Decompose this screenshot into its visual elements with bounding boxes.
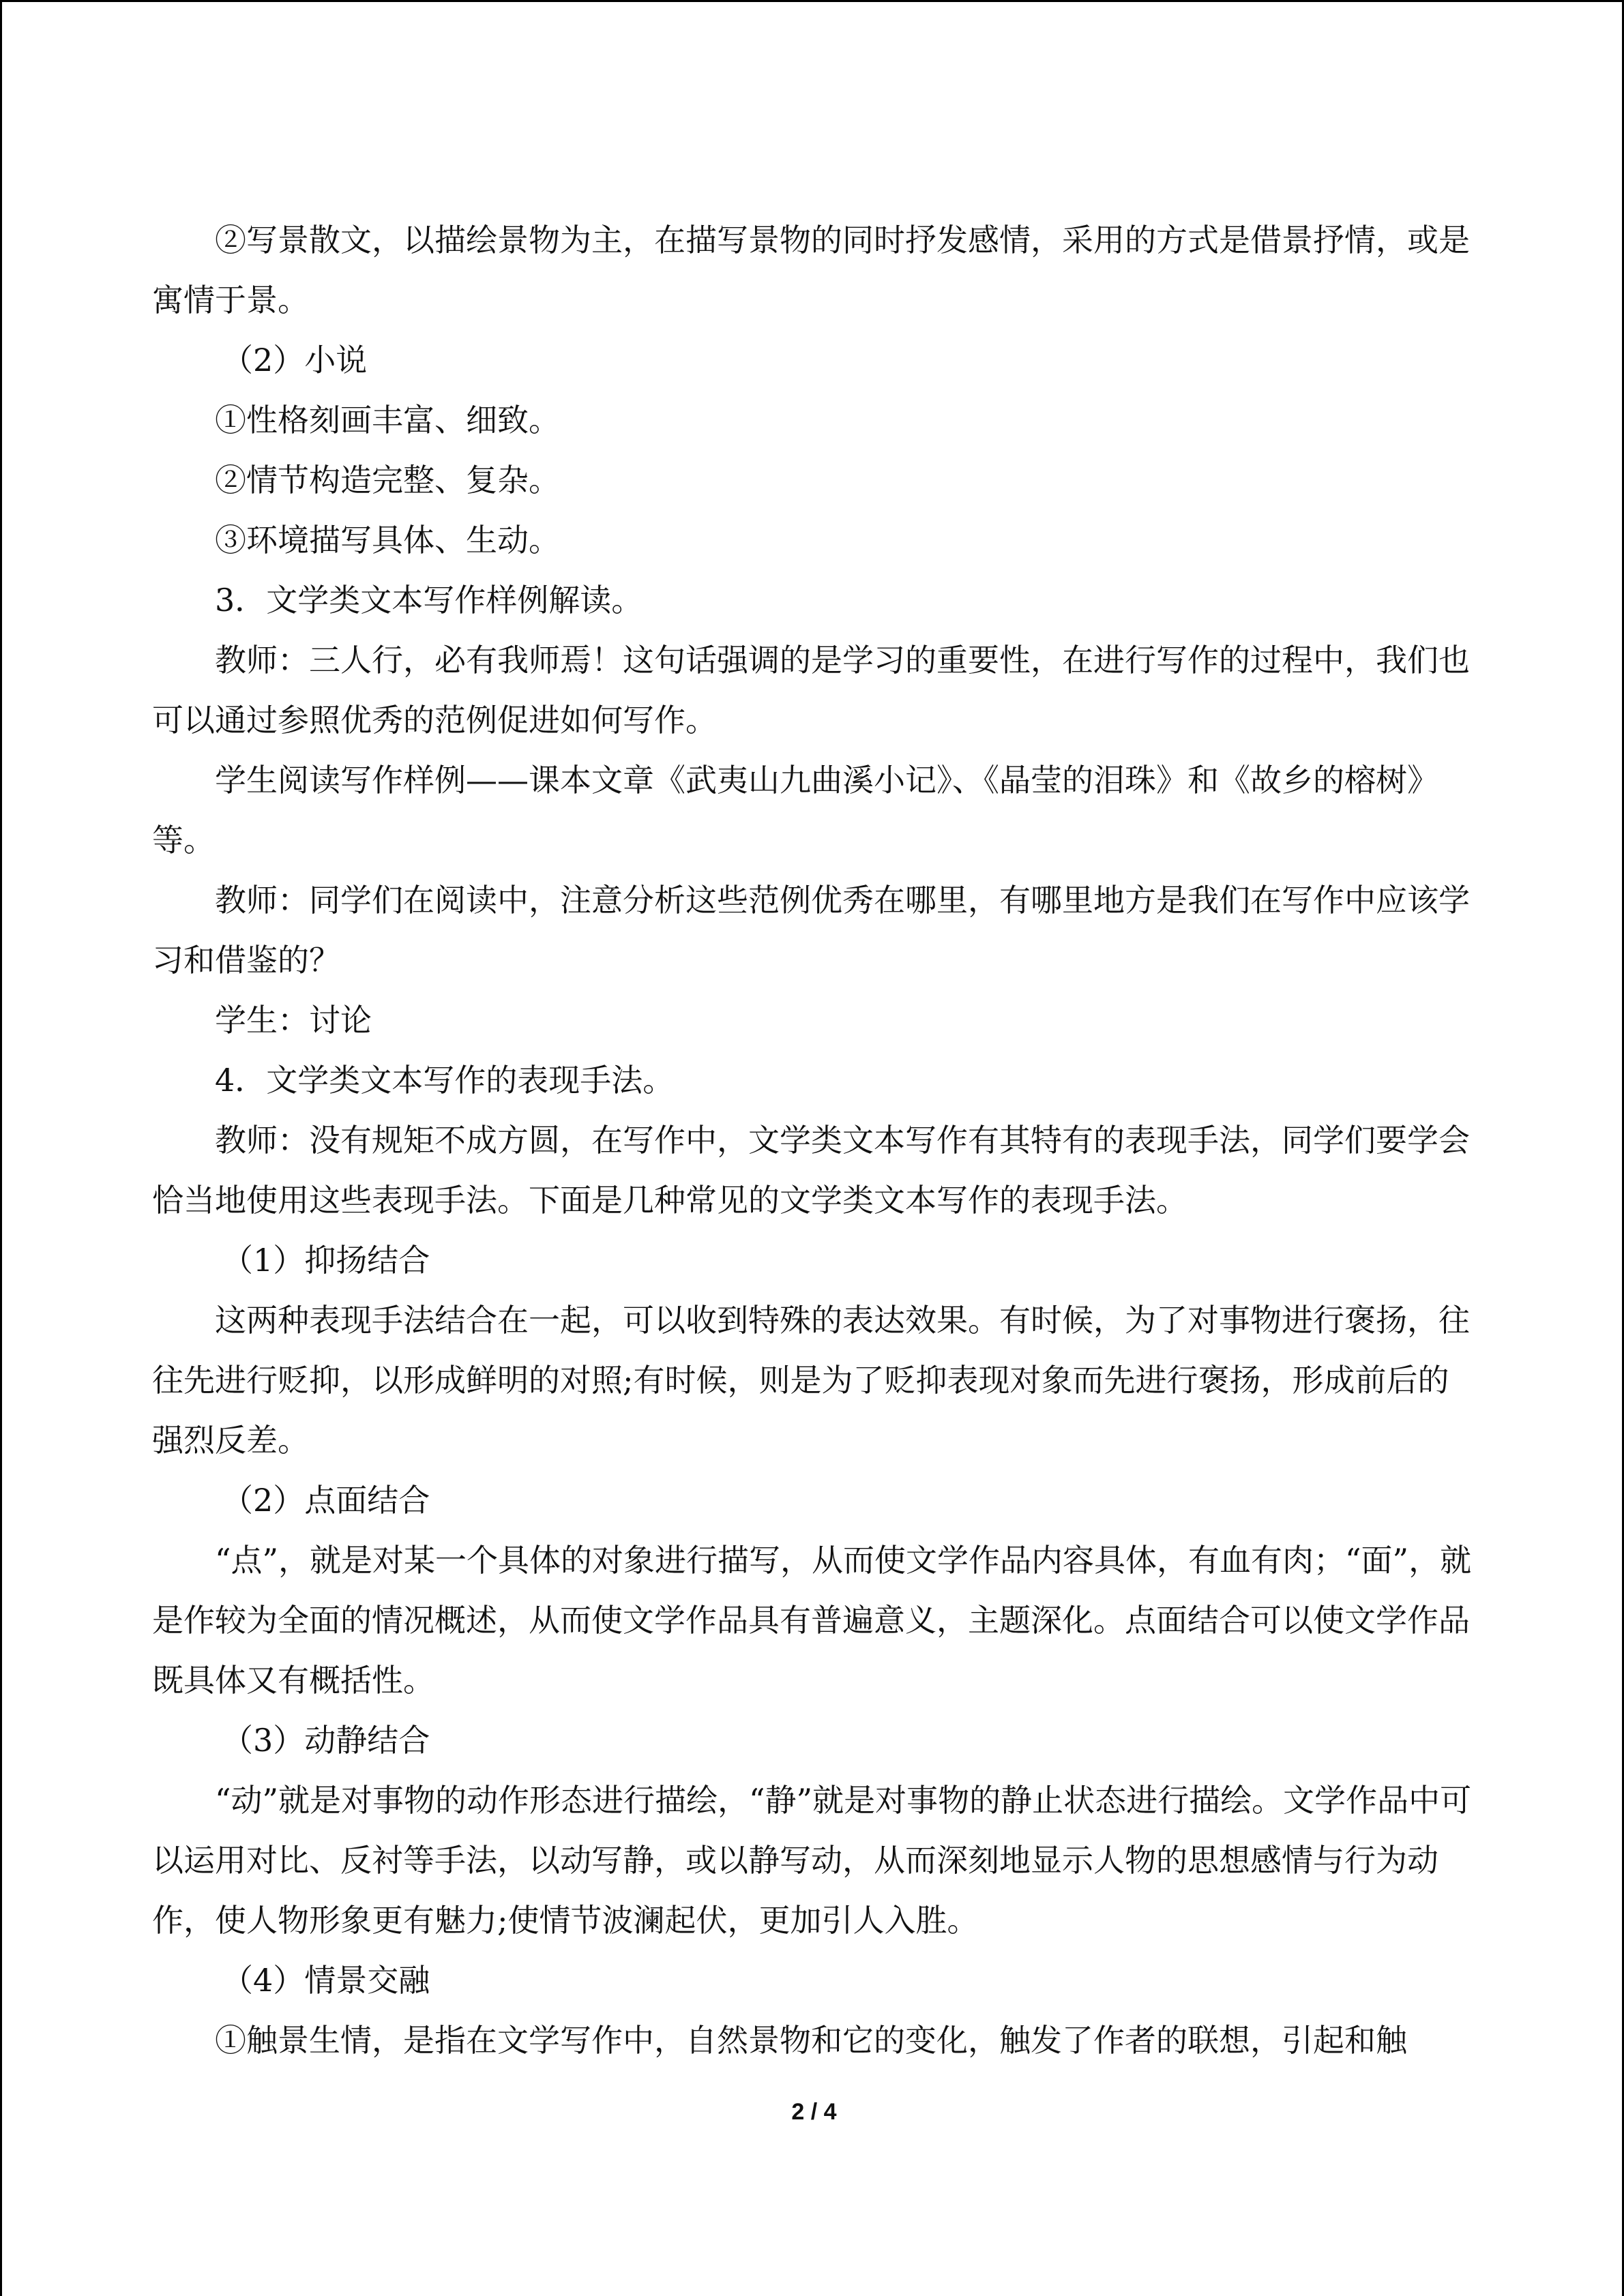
paragraph: 教师：三人行，必有我师焉！这句话强调的是学习的重要性，在进行写作的过程中，我们也可以通过参照优秀的范例促进如何写作。 (152, 642, 1470, 739)
paragraph: 教师：同学们在阅读中，注意分析这些范例优秀在哪里，有哪里地方是我们在写作中应该学习和借鉴的？ (152, 882, 1470, 979)
paragraph: 教师：没有规矩不成方圆，在写作中，文学类文本写作有其特有的表现手法，同学们要学会恰当地使用这些表现手法。下面是几种常见的文学类文本写作的表现手法。 (152, 1122, 1470, 1219)
list-item: ②情节构造完整、复杂。 (215, 462, 560, 498)
section-heading: 4．文学类文本写作的表现手法。 (215, 1062, 675, 1099)
paragraph: ②写景散文，以描绘景物为主，在描写景物的同时抒发感情，采用的方式是借景抒情，或是寓情于景。 (152, 222, 1470, 318)
section-heading: （2）点面结合 (222, 1482, 430, 1519)
paragraph: “点”，就是对某一个具体的对象进行描写，从而使文学作品内容具体，有血有肉；“面”，就是作较为全面的情况概述，从而使文学作品具有普遍意义，主题深化。点面结合可以使文学作品既具体又有概括性。 (152, 1542, 1472, 1699)
list-item: ①性格刻画丰富、细致。 (215, 402, 560, 438)
paragraph: 这两种表现手法结合在一起，可以收到特殊的表达效果。有时候，为了对事物进行褒扬，往往先进行贬抑，以形成鲜明的对照;有时候，则是为了贬抑表现对象而先进行褒扬，形成前后的强烈反差。 (152, 1302, 1470, 1459)
section-heading: （4）情景交融 (222, 1962, 430, 1999)
paragraph: 学生：讨论 (215, 1002, 372, 1039)
list-item: ③环境描写具体、生动。 (215, 522, 560, 558)
document-body (152, 210, 1475, 2070)
section-heading: （1）抑扬结合 (222, 1242, 430, 1279)
page-number: 2 / 4 (791, 2099, 837, 2125)
paragraph: 学生阅读写作样例——课本文章《武夷山九曲溪小记》、《晶莹的泪珠》和《故乡的榕树》等。 (152, 762, 1438, 859)
paragraph: “动”就是对事物的动作形态进行描绘，“静”就是对事物的静止状态进行描绘。文学作品中可以运用对比、反衬等手法，以动写静，或以静写动，从而深刻地显示人物的思想感情与行为动作，使人物形象更有魅力;使情节波澜起伏，更加引人入胜。 (152, 1782, 1472, 1939)
paragraph: ①触景生情，是指在文学写作中，自然景物和它的变化，触发了作者的联想，引起和触 (215, 2022, 1407, 2059)
section-heading: 3．文学类文本写作样例解读。 (215, 582, 643, 618)
section-heading: （3）动静结合 (222, 1722, 430, 1759)
section-heading: （2）小说 (222, 342, 368, 378)
